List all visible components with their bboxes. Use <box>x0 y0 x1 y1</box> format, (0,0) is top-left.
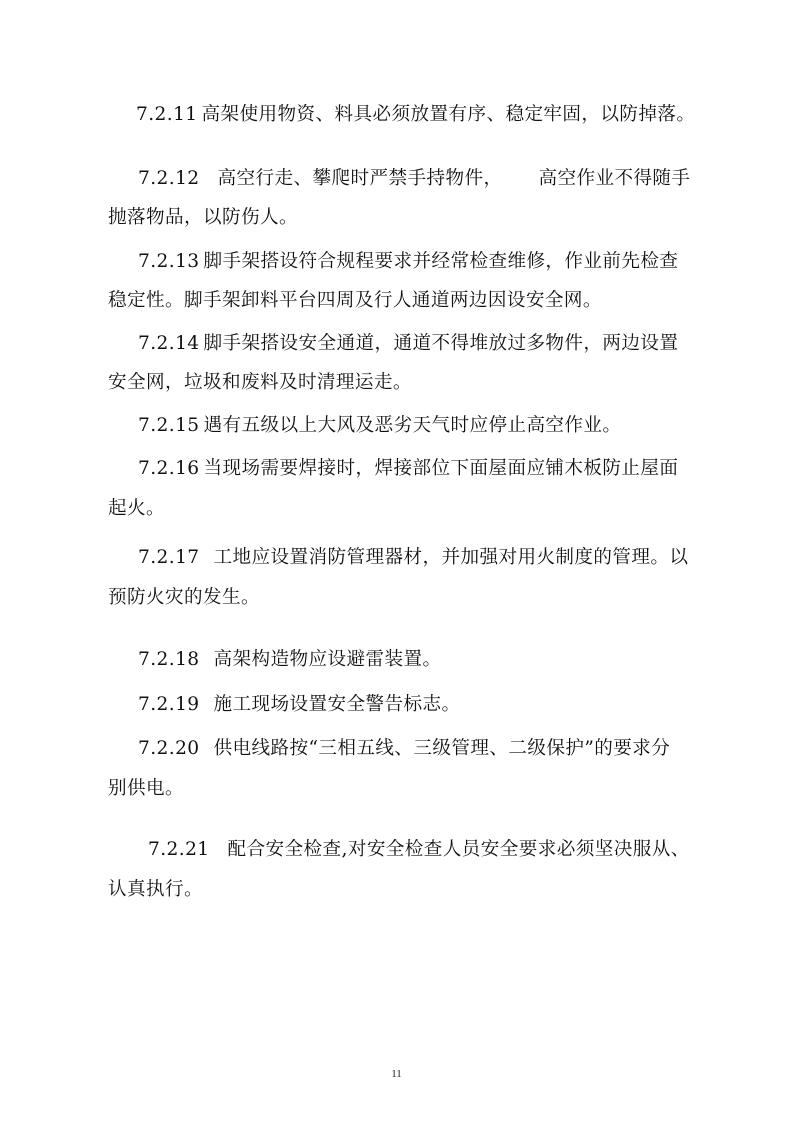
clause-text: 预防火灾的发生。 <box>108 587 260 608</box>
clause-number: 7.2.18 <box>138 649 200 670</box>
clause-7-2-14-line-1 <box>138 335 678 354</box>
clause-text: 稳定性。脚手架卸料平台四周及行人通道两边因设安全网。 <box>108 290 602 311</box>
clause-text: 当现场需要焊接时，焊接部位下面屋面应铺木板防止屋面 <box>203 458 679 479</box>
clause-7-2-16-line-2 <box>108 500 165 519</box>
clause-number: 7.2.19 <box>138 694 200 715</box>
clause-7-2-14-line-2 <box>108 374 412 393</box>
clause-number: 7.2.21 <box>148 839 210 860</box>
clause-text: 认真执行。 <box>108 879 203 900</box>
clause-text: 脚手架搭设安全通道，通道不得堆放过多物件，两边设置 <box>203 333 679 354</box>
clause-7-2-13-line-1 <box>138 253 678 272</box>
clause-number: 7.2.20 <box>138 738 200 759</box>
clause-7-2-11-line-1 <box>136 106 695 125</box>
clause-text: 施工现场设置安全警告标志。 <box>213 694 461 715</box>
clause-7-2-12-line-1 <box>138 170 690 189</box>
clause-text: 起火。 <box>108 498 165 519</box>
clause-number: 7.2.15 <box>138 415 200 436</box>
clause-text: 高空作业不得随手 <box>538 168 691 189</box>
clause-number: 7.2.12 <box>138 168 200 189</box>
clause-text: 工地应设置消防管理器材，并加强对用火制度的管理。以 <box>213 547 689 568</box>
clause-number: 7.2.13 <box>138 251 200 272</box>
clause-7-2-20-line-1 <box>138 740 670 759</box>
clause-7-2-12-line-2 <box>108 209 298 228</box>
clause-7-2-13-line-2 <box>108 292 602 311</box>
clause-7-2-17-line-1 <box>138 549 688 568</box>
clause-number: 7.2.16 <box>138 458 200 479</box>
clause-text: 别供电。 <box>108 778 184 799</box>
clause-text: 遇有五级以上大风及恶劣天气时应停止高空作业。 <box>203 415 622 436</box>
clause-7-2-17-line-2 <box>108 589 260 608</box>
clause-7-2-20-line-2 <box>108 780 184 799</box>
clause-7-2-19-line-1 <box>138 696 460 715</box>
clause-text: 安全网，垃圾和废料及时清理运走。 <box>108 372 412 393</box>
clause-number: 7.2.14 <box>138 333 200 354</box>
clause-7-2-16-line-1 <box>138 460 678 479</box>
page-number: 11 <box>391 1068 402 1080</box>
clause-7-2-21-line-1 <box>148 841 690 860</box>
clause-text: 高架构造物应设避雷装置。 <box>213 649 442 670</box>
clause-7-2-15-line-1 <box>138 417 621 436</box>
clause-7-2-21-line-2 <box>108 881 203 900</box>
clause-number: 7.2.11 <box>136 104 198 125</box>
clause-text: 高空行走、攀爬时严禁手持物件， <box>217 168 503 189</box>
clause-number: 7.2.17 <box>138 547 200 568</box>
clause-text: 抛落物品，以防伤人。 <box>108 207 298 228</box>
clause-text: 高架使用物资、料具必须放置有序、稳定牢固，以防掉落。 <box>201 104 696 125</box>
clause-text: 配合安全检查,对安全检查人员安全要求必须坚决服从、 <box>227 839 690 860</box>
clause-text: 供电线路按“三相五线、三级管理、二级保护”的要求分 <box>213 738 671 759</box>
clause-7-2-18-line-1 <box>138 651 441 670</box>
clause-text: 脚手架搭设符合规程要求并经常检查维修，作业前先检查 <box>203 251 679 272</box>
